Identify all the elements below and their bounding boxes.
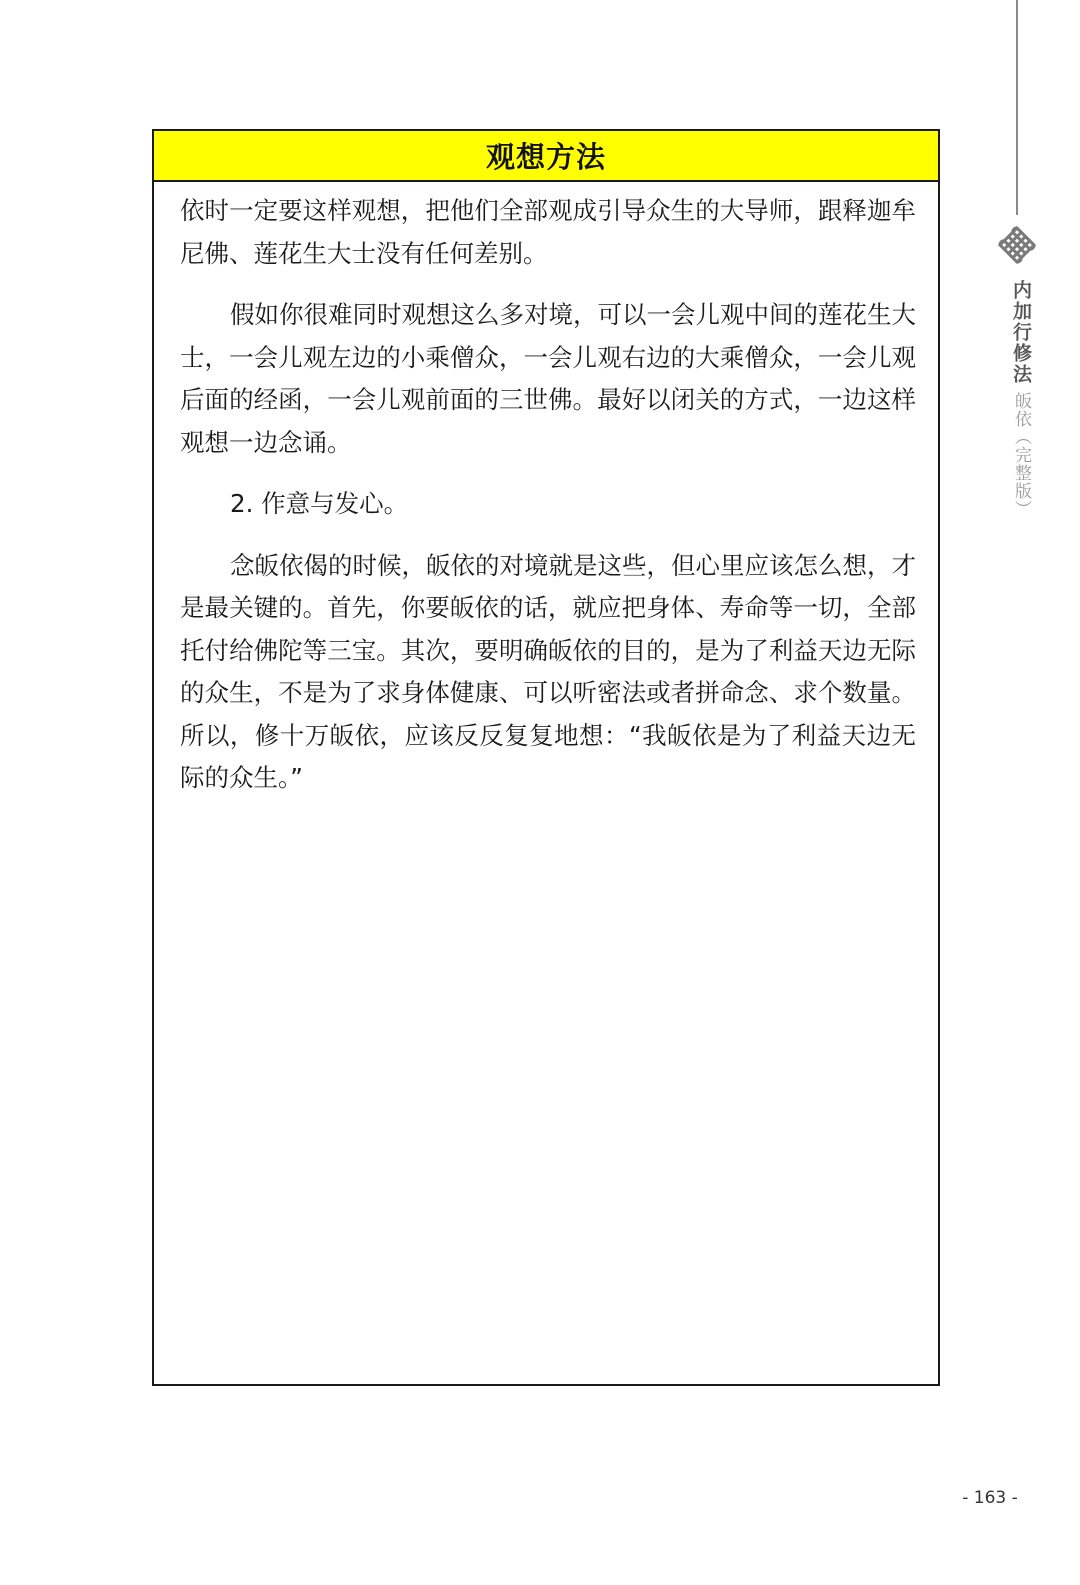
sidebar-chapter-title: 皈依（完整版） [1011, 392, 1031, 518]
sidebar-book-title: 内加行修法 [1010, 280, 1032, 385]
endless-knot-icon [994, 222, 1040, 268]
method-box-header [154, 131, 938, 182]
page-number: - 163 - [962, 1488, 1018, 1508]
section-heading: 2. 作意与发心。 [230, 489, 409, 518]
method-box [152, 129, 940, 1386]
method-box-title: 观想方法 [485, 140, 606, 174]
paragraph: 念皈依偈的时候，皈依的对境就是这些，但心里应该怎么想，才是最关键的。首先，你要皈依的话，就应把身体、寿命等一切，全部托付给佛陀等三宝。其次，要明确皈依的目的，是为了利益天边无际的众生，不是为了求身体健康、可以听密法或者拼命念、求个数量。所以，修十万皈依，应该反反复复地想：“我皈依是为了利益天边无际的众生。” [180, 550, 916, 792]
sidebar-rule [1016, 0, 1018, 215]
method-box-body [154, 182, 938, 800]
paragraph: 依时一定要这样观想，把他们全部观成引导众生的大导师，跟释迦牟尼佛、莲花生大士没有任何差别。 [180, 196, 916, 268]
paragraph: 假如你很难同时观想这么多对境，可以一会儿观中间的莲花生大士，一会儿观左边的小乘僧众，一会儿观右边的大乘僧众，一会儿观后面的经函，一会儿观前面的三世佛。最好以闭关的方式，一边这样观想一边念诵。 [180, 300, 916, 457]
